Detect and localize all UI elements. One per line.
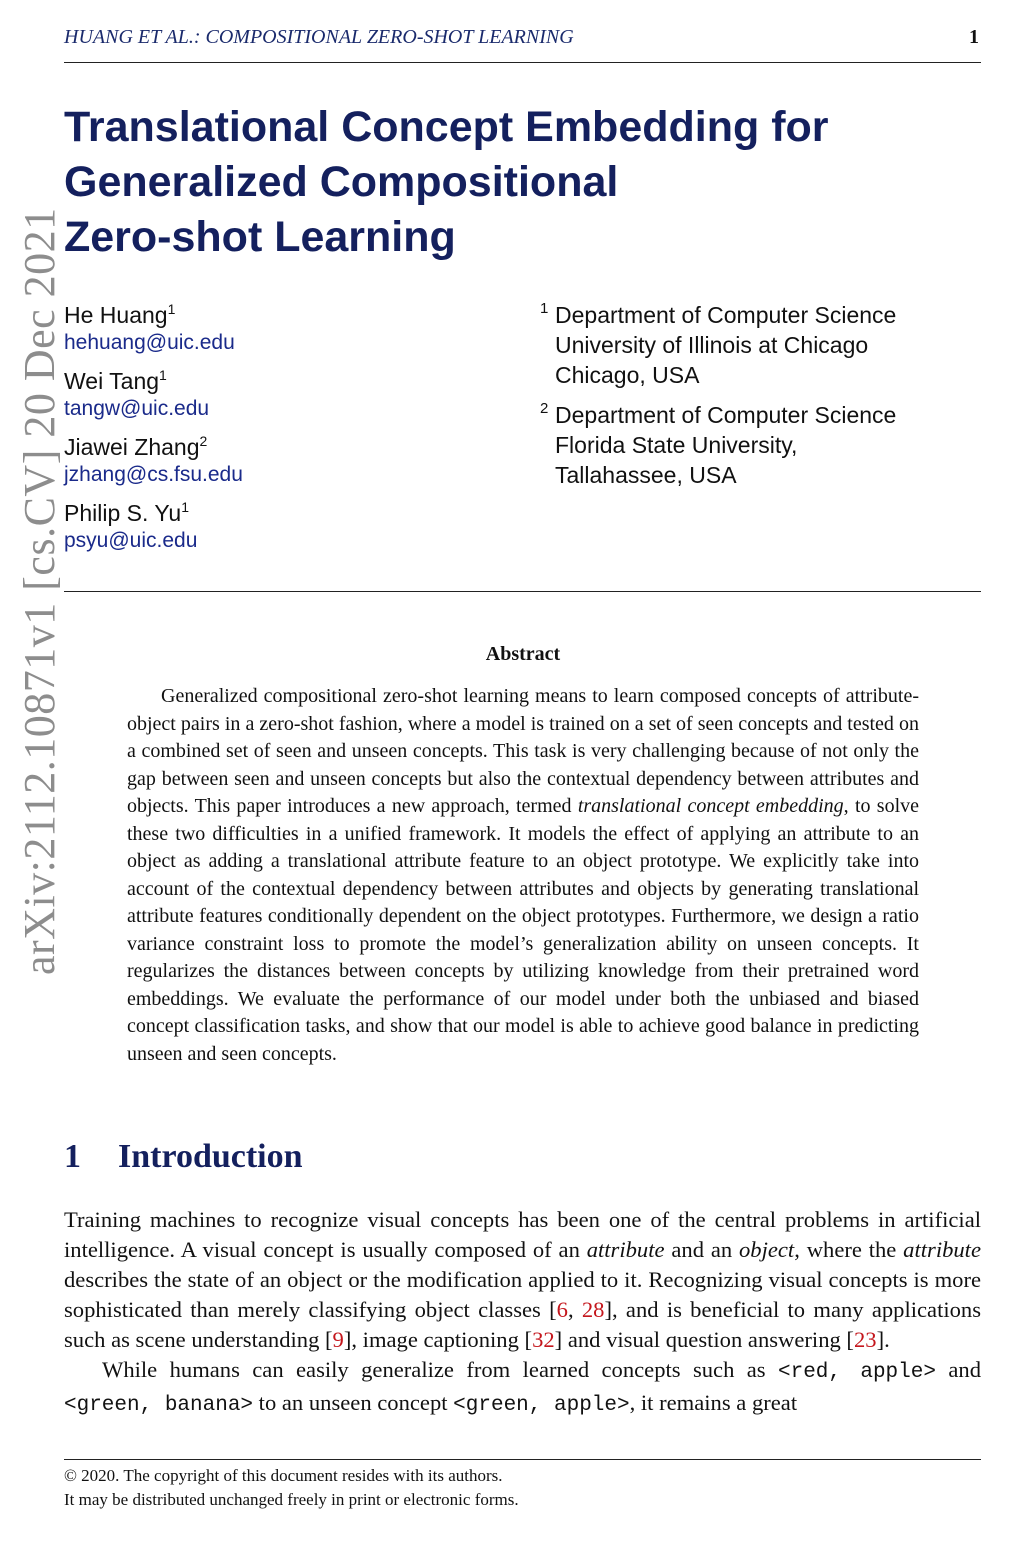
affiliation-line: University of Illinois at Chicago	[555, 332, 869, 358]
author-email-link[interactable]: hehuang@uic.edu	[64, 331, 235, 354]
page-number: 1	[969, 26, 979, 48]
author-entry	[64, 366, 494, 422]
affiliation-mark: 1	[540, 300, 549, 317]
paragraph	[64, 1355, 981, 1421]
author-entry	[64, 432, 494, 488]
affiliation-line: Tallahassee, USA	[555, 462, 737, 488]
author-name-text: Jiawei Zhang	[64, 434, 200, 460]
copyright-footnote	[64, 1464, 981, 1512]
citation-link[interactable]: 23	[853, 1327, 877, 1352]
text-run: ], image captioning [	[343, 1327, 533, 1352]
text-run: and	[935, 1357, 981, 1382]
running-title: HUANG ET AL.: COMPOSITIONAL ZERO-SHOT LEARNING	[64, 26, 574, 48]
abstract-text	[127, 683, 919, 1068]
text-run: , it remains a great	[629, 1390, 798, 1415]
author-email-link[interactable]: psyu@uic.edu	[64, 529, 198, 552]
affiliation-line: Chicago, USA	[555, 362, 700, 388]
text-run: ], and is beneficial to many applications such as scene understanding [	[64, 1297, 982, 1352]
author-name	[64, 500, 189, 526]
emphasis: attribute	[903, 1237, 981, 1262]
affiliation-entry	[540, 300, 980, 390]
abstract-emphasis: translational concept embedding	[577, 795, 844, 817]
affiliation-mark: 1	[159, 367, 167, 383]
text-run: to an unseen concept	[253, 1390, 454, 1415]
author-email-link[interactable]: jzhang@cs.fsu.edu	[64, 463, 243, 486]
footnote-rule	[64, 1459, 981, 1460]
footnote-line: © 2020. The copyright of this document resides with its authors.	[64, 1466, 503, 1485]
text-run: ,	[567, 1297, 582, 1322]
affiliation-line: Department of Computer Science	[555, 402, 897, 428]
affiliation-line: Florida State University,	[555, 432, 798, 458]
author-list	[64, 300, 494, 564]
section-title: Introduction	[118, 1138, 303, 1175]
affiliation-mark: 1	[181, 499, 190, 515]
author-email-link[interactable]: tangw@uic.edu	[64, 397, 210, 420]
affiliation-entry	[540, 400, 980, 490]
emphasis: object	[739, 1237, 795, 1262]
arxiv-stamp: arXiv:2112.10871v1 [cs.CV] 20 Dec 2021	[15, 207, 64, 975]
text-run: ].	[876, 1327, 890, 1352]
author-name-text: Wei Tang	[64, 368, 160, 394]
footnote-line: It may be distributed unchanged freely in print or electronic forms.	[64, 1490, 519, 1509]
section-number: 1	[64, 1138, 81, 1175]
section-heading	[64, 1138, 303, 1176]
paper-title	[64, 100, 924, 265]
code-term: <green, banana>	[64, 1394, 254, 1417]
abstract-text-part: , to solve these two difficulties in a unified framework. It models the effect of applying an attribute to an object as adding a translational attribute feature to an object prototype. We explicitly take into account of the contextual dependency between attributes and objects by generating translational attribute features conditionally dependent on the object prototypes. Furthermore, we design a ratio variance constraint loss to promote the model’s generalization ability on unseen concepts. It regularizes the distances between concepts by utilizing knowledge from their pretrained word embeddings. We evaluate the performance of our model under both the unbiased and biased concept classification tasks, and show that our model is able to achieve good balance in predicting unseen and seen concepts.	[127, 795, 919, 1065]
introduction-body	[64, 1205, 981, 1421]
text-run: Training machines to recognize visual concepts has been one of the central problems in artificial intelligence. A visual concept is usually composed of an	[64, 1207, 981, 1262]
code-term: <green, apple>	[453, 1394, 630, 1417]
citation-link[interactable]: 6	[556, 1297, 568, 1322]
emphasis: attribute	[586, 1237, 665, 1262]
title-line: Zero-shot Learning	[64, 213, 456, 261]
section-rule	[64, 591, 981, 592]
text-run: , where the	[794, 1237, 904, 1262]
code-term: <red, apple>	[777, 1361, 936, 1384]
header-rule	[64, 62, 981, 63]
author-entry	[64, 300, 494, 356]
abstract-text-part: Generalized compositional zero-shot learning means to learn composed concepts of attribute-object pairs in a zero-shot fashion, where a model is trained on a set of seen concepts and tested on a combined set of seen and unseen concepts. This task is very challenging because of not only the gap between seen and unseen concepts but also the contextual dependency between attributes and objects. This paper introduces a new approach, termed	[127, 685, 919, 817]
title-line: Generalized Compositional	[64, 158, 619, 206]
title-line: Translational Concept Embedding for	[64, 103, 829, 151]
author-name	[64, 302, 175, 328]
paragraph	[64, 1205, 981, 1355]
author-name	[64, 434, 207, 460]
author-name-text: Philip S. Yu	[64, 500, 182, 526]
author-entry	[64, 498, 494, 554]
citation-link[interactable]: 9	[332, 1327, 344, 1352]
text-run: and an	[664, 1237, 739, 1262]
affiliation-mark: 1	[167, 301, 176, 317]
text-run: ] and visual question answering [	[554, 1327, 854, 1352]
affiliation-mark: 2	[199, 433, 208, 449]
text-run: describes the state of an object or the modification applied to it. Recognizing visual concepts is more sophisticated than merely classifying object classes [	[64, 1267, 981, 1322]
running-head	[64, 26, 981, 54]
author-name	[64, 368, 167, 394]
affiliation-mark: 2	[540, 400, 549, 417]
affiliation-list	[540, 300, 980, 500]
citation-link[interactable]: 32	[532, 1327, 555, 1352]
abstract-heading: Abstract	[485, 643, 561, 665]
author-name-text: He Huang	[64, 302, 168, 328]
affiliation-line: Department of Computer Science	[555, 302, 897, 328]
text-run: While humans can easily generalize from learned concepts such as	[102, 1357, 778, 1382]
citation-link[interactable]: 28	[581, 1297, 605, 1322]
